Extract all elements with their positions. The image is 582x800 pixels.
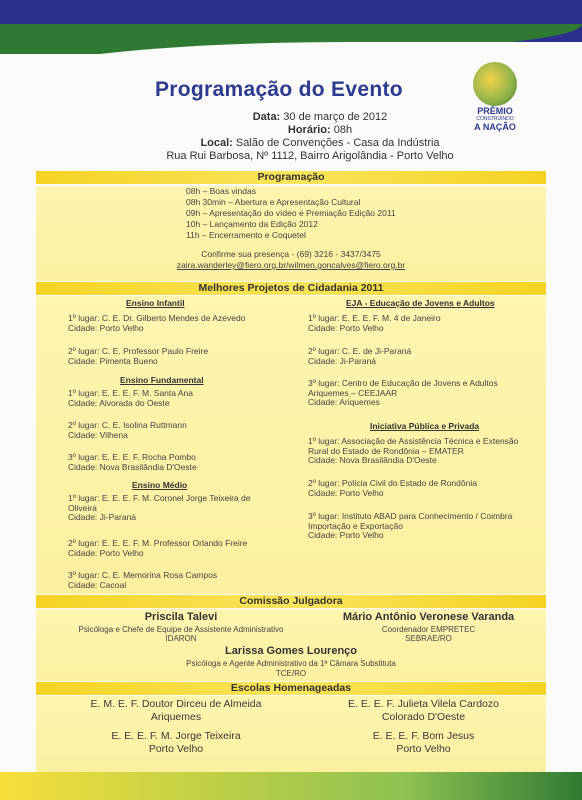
list-item: 2º lugar: C. E. Professor Paulo Freire Cidade: Pimenta Bueno	[68, 346, 209, 366]
ensino-medio-heading: Ensino Médio	[132, 480, 188, 490]
escolas-panel	[36, 696, 546, 772]
globe-icon	[473, 62, 517, 106]
list-item: 1º lugar: Associação de Assistência Técnica e Extensão Rural do Estado de Rondônia – EMATER Cidade: Nova Brasilândia D'Oeste	[308, 436, 519, 465]
honored-school: E. E. E. F. Julieta Vilela Cardozo Colorado D'Oeste	[348, 698, 499, 723]
judge-name: Mário Antônio Veronese Varanda	[342, 611, 515, 623]
honored-school: E. M. E. F. Doutor Dirceu de Almeida Ariquemes	[90, 698, 262, 723]
logo-text-construindo: CONSTRUINDO	[476, 116, 514, 122]
page-title: Programação do Evento	[155, 78, 403, 101]
list-item: 3º lugar: E. E. E. F. Rocha Pombo Cidade: Nova Brasilândia D'Oeste	[68, 452, 197, 472]
program-item: 09h – Apresentação do vídeo e Premiação Edição 2011	[186, 208, 396, 218]
event-date: Data: 30 de março de 2012	[252, 111, 388, 123]
comissao-heading: Comissão Julgadora	[36, 595, 546, 608]
judge-role: Psicóloga e Agente Administrativo da 1ª Câmara Substituta	[186, 659, 396, 668]
program-item: 10h – Lançamento da Edição 2012	[186, 219, 318, 229]
logo-text-premio: PRÊMIO	[477, 106, 513, 116]
ensino-infantil-heading: Ensino Infantil	[126, 298, 185, 308]
list-item: 2º lugar: C. E. Isolina Ruttmann Cidade: Vilhena	[68, 420, 187, 440]
event-time: Horário: 08h	[287, 124, 353, 136]
projetos-panel	[36, 296, 546, 594]
list-item: 1º lugar: E. E. E. F. M. 4 de Janeiro Cidade: Porto Velho	[308, 313, 441, 333]
comissao-panel	[36, 609, 546, 681]
list-item: 3º lugar: Instituto ABAD para Conhecimento / Coimbra Importação e Exportação Cidade: Porto Velho	[308, 511, 513, 540]
projetos-heading: Melhores Projetos de Cidadania 2011	[36, 282, 546, 295]
list-item: 1º lugar: E. E. E. F. M. Santa Ana Cidade: Alvorada do Oeste	[68, 388, 194, 408]
judge-name: Larissa Gomes Lourenço	[224, 645, 358, 657]
honored-school: E. E. E. F. M. Jorge Teixeira Porto Velho	[111, 730, 241, 755]
escolas-heading: Escolas Homenageadas	[36, 682, 546, 695]
list-item: 1º lugar: E. E. E. F. M. Coronel Jorge Teixeira de Oliveira Cidade: Ji-Paraná	[68, 493, 251, 522]
judge-name: Priscila Talevi	[144, 611, 218, 623]
judge-org: SEBRAE/RO	[405, 634, 452, 643]
rsvp-text: Confirme sua presença - (69) 3216 - 3437/3475	[201, 249, 381, 259]
programacao-heading: Programação	[36, 171, 546, 184]
program-item: 08h – Boas vindas	[186, 186, 256, 196]
honored-school: E. E. E. F. Bom Jesus Porto Velho	[372, 730, 475, 755]
event-address: Rua Rui Barbosa, Nº 1112, Bairro Arigolândia - Porto Velho	[166, 150, 454, 162]
rsvp-emails: zaira.wanderley@fiero.org.br/wilmen.goncalves@fiero.org.br	[176, 260, 406, 270]
list-item: 3º lugar: C. E. Memorina Rosa Campos Cidade: Cacoal	[68, 570, 218, 590]
list-item: 3º lugar: Centro de Educação de Jovens e Adultos Ariquemes – CEEJAAR Cidade: Ariquemes	[308, 378, 498, 407]
event-place: Local: Salão de Convenções - Casa da Indústria	[200, 137, 440, 149]
list-item: 2º lugar: E. E. E. F. M. Professor Orlando Freire Cidade: Porto Velho	[68, 538, 248, 558]
logo-text-nacao: A NAÇÃO	[474, 122, 516, 132]
programacao-panel	[36, 186, 546, 281]
iniciativa-heading: Iniciativa Pública e Privada	[370, 421, 480, 431]
program-item: 08h 30min – Abertura e Apresentação Cultural	[186, 197, 361, 207]
judge-role: Psicóloga e Chefe de Equipe de Assistente Administrativo	[78, 625, 284, 634]
list-item: 1º lugar: C. E. Dr. Gilberto Mendes de Azevedo Cidade: Porto Velho	[68, 313, 246, 333]
list-item: 2º lugar: Polícia Civil do Estado de Rondônia Cidade: Porto Velho	[308, 478, 477, 498]
judge-org: IDARON	[165, 634, 197, 643]
list-item: 2º lugar: C. E. de Ji-Paraná Cidade: Ji-Paraná	[308, 346, 412, 366]
program-item: 11h – Encerramento e Coquetel	[186, 230, 306, 240]
judge-org: TCE/RO	[275, 669, 307, 678]
ensino-fundamental-heading: Ensino Fundamental	[120, 375, 204, 385]
eja-heading: EJA - Educação de Jovens e Adultos	[346, 298, 495, 308]
footer-band	[0, 772, 582, 800]
judge-role: Coordenador EMPRETEC	[381, 625, 476, 634]
